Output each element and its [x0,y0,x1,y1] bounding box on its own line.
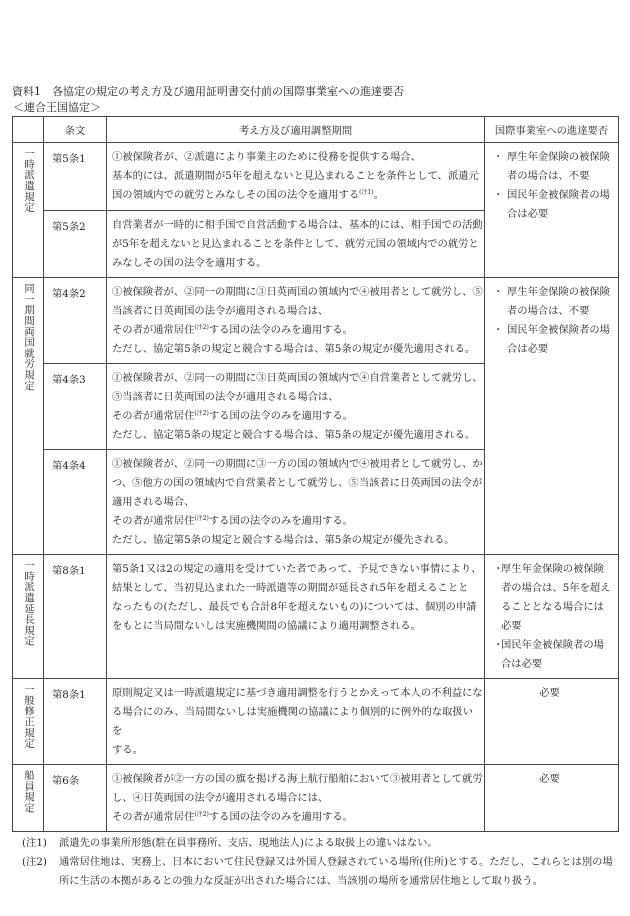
text-segment: ①被保険者が、②派遣により事業主のために役務を提供する場合、 [112,151,421,163]
text-segment: 自営業者が一時的に相手国で自営活動する場合は、基本的には、相手国での活動 [112,219,483,231]
text-segment: 第5条1又は2の規定の適用を受けていた者であって、予見できない事情により、 [112,563,482,575]
requirement-bullet [493,186,614,224]
bullet-icon: ・ [493,189,504,201]
bullet-icon: ・ [493,324,504,336]
requirement-text: 厚生年金保険の被保険者の場合は、不要 [507,286,610,317]
text-line [112,283,483,302]
header-approach: 考え方及び適用調整期間 [107,117,485,143]
text-segment: みなしその国の法令を適用する。 [112,257,267,269]
text-segment: 適用される場合、 [112,496,195,508]
category-cell [13,679,44,765]
article-cell: 第4条3 [44,364,107,450]
text-segment: ①被保険者が、②同一の期間に③日英両国の領域内で④被用者として就労し、⑤ [112,286,483,298]
requirement-cell [485,679,619,765]
footnote-text: 派遣先の事業所形態(駐在員事務所、支店、現地法人)による取扱上の違いはない。 [59,837,438,849]
text-segment: つ、⑤他方の国の領域内で自営業者として就労し、⑤当該者に日英両国の法令が [112,477,483,489]
requirement-text: 必要 [539,773,560,785]
requirement-text: 国民年金被保険者の場合は必要 [507,324,610,355]
article-cell: 第4条2 [44,278,107,364]
requirement-text: 国民年金被保険者の場合は必要 [507,189,610,220]
text-line [112,235,483,254]
document-subtitle: ＜連合王国協定＞ [13,101,101,114]
text-segment: 当該者に日英両国の法令が適用される場合は、 [112,305,329,317]
requirement-cell [485,143,619,278]
text-segment: その者が通常居住 [112,515,195,527]
requirement-text: 厚生年金保険の被保険者の場合は、不要 [507,151,610,182]
text-line [112,474,483,493]
text-line [112,560,483,579]
approach-cell [107,211,485,278]
requirement-bullet [493,636,614,674]
table-row [13,143,619,211]
article-cell: 第5条2 [44,211,107,278]
text-line [112,789,483,808]
header-category [13,117,44,143]
text-line [112,531,483,550]
bullet-icon: ・ [493,151,504,163]
text-line [112,167,483,186]
text-segment: 結果として、当初見込まれた一時派遣等の期間が延長され5年を超えることと [112,582,469,594]
text-segment: ただし、協定第5条の規定と競合する場合は、第5条の規定が優先適用される。 [112,429,476,441]
text-segment: 。 [373,189,384,201]
text-line [112,579,483,598]
table-row [13,555,619,679]
category-label: 一時派遣規定 [22,148,34,213]
text-line [112,321,483,340]
bullet-icon: ・ [493,563,504,575]
text-segment: し、④日英両国の法令が適用される場合には、 [112,792,329,804]
text-line [112,254,483,273]
requirement-bullet [493,560,614,636]
approach-cell [107,143,485,211]
bullet-icon: ・ [493,639,504,651]
text-line [112,340,483,359]
category-cell [13,765,44,832]
text-segment: する国の法令のみを適用する。 [208,324,354,336]
text-line [112,407,483,426]
requirement-cell [485,765,619,832]
category-label: 一般修正規定 [22,684,34,749]
approach-cell [107,765,485,832]
text-segment: する国の法令のみを適用する。 [208,811,354,823]
text-segment: が5年を超えないと見込まれることを条件として、就労元国の領域内での就労と [112,238,479,250]
note-ref: (注2) [194,811,209,818]
text-segment: する国の法令のみを適用する。 [208,410,354,422]
text-line [112,703,483,741]
text-line [112,512,483,531]
text-segment: なったもの(ただし、最長でも合計8年を超えないもの)については、個別の申請 [112,601,477,613]
footnote-key: (注2) [22,856,47,868]
requirement-text: 必要 [539,687,560,699]
requirement-bullet [493,321,614,359]
text-segment: 国の領域内での就労とみなしその国の法令を適用する [112,189,360,201]
text-line [112,598,483,617]
header-article: 条文 [44,117,107,143]
text-line [112,369,483,388]
article-cell: 第5条1 [44,143,107,211]
text-segment: ①被保険者が、②同一の期間に③一方の国の領域内で④被用者として就労し、か [112,458,483,470]
note-ref: (注2) [194,410,209,417]
text-segment: する国の法令のみを適用する。 [208,515,354,527]
requirement-text: 国民年金被保険者の場合は必要 [501,639,604,670]
approach-cell [107,555,485,679]
text-segment: その者が通常居住 [112,324,195,336]
footnote-key: (注1) [22,837,47,849]
note-ref: (注2) [194,515,209,522]
text-segment: をもとに当局間ないしは実施機関間の協議により適用調整される。 [112,620,421,632]
text-line [112,148,483,167]
note-ref: (注1) [359,189,374,196]
text-segment: その者が通常居住 [112,410,195,422]
document-title: 資料1 各協定の規定の考え方及び適用証明書交付前の国際事業室への進達要否 [12,85,404,98]
approach-cell [107,278,485,364]
footnote [12,834,618,853]
header-requirement: 国際事業室への進達要否 [485,117,619,143]
text-segment: 原則規定又は一時派遣規定に基づき適用調整を行うとかえって本人の不利益にな [112,687,483,699]
text-line [112,455,483,474]
article-cell: 第8条1 [44,555,107,679]
footnotes [12,834,618,891]
footnote-text: 通常居住地は、実務上、日本において住民登録又は外国人登録されている場所(住所)とする。ただし、これらとは別の場所に生活の本拠があるとの強力な反証が出された場合には、当該別の場所を通常居住地として取り扱う。 [59,856,613,887]
text-line [112,302,483,321]
requirement-bullet [493,283,614,321]
agreement-table [12,116,619,832]
article-cell: 第6条 [44,765,107,832]
text-line [112,770,483,789]
approach-cell [107,364,485,450]
bullet-icon: ・ [493,286,504,298]
category-label: 同一期間両国就労規定 [22,283,34,391]
footnote [12,853,618,891]
text-segment: その者が通常居住 [112,811,195,823]
category-cell [13,555,44,679]
approach-cell [107,679,485,765]
text-line [112,216,483,235]
table-row [13,765,619,832]
text-line [112,741,483,760]
text-segment: する。 [112,744,143,756]
article-cell: 第8条1 [44,679,107,765]
text-segment: 基本的には、派遣期間が5年を超えないと見込まれることを条件として、派遣元 [112,170,479,182]
text-segment: ①被保険者が②一方の国の旗を掲げる海上航行船舶において③被用者として就労 [112,773,483,785]
text-line [112,388,483,407]
text-line [112,617,483,636]
category-cell [13,278,44,555]
requirement-cell [485,278,619,555]
text-segment: ⑤当該者に日英両国の法令が適用される場合は、 [112,391,339,403]
requirement-bullet [493,148,614,186]
table-header-row [13,117,619,143]
text-segment: ①被保険者が、②同一の期間に③日英両国の領域内で④自営業者として就労し、 [112,372,483,384]
requirement-cell [485,555,619,679]
table-row [13,679,619,765]
text-segment: ただし、協定第5条の規定と競合する場合は、第5条の規定が優先される。 [112,534,455,546]
note-ref: (注2) [194,324,209,331]
text-segment: る場合にのみ、当局間ないしは実施機関の協議により個別的に例外的な取扱いを [112,706,474,737]
text-line [112,426,483,445]
table-row [13,278,619,364]
category-label: 船員規定 [22,770,34,814]
text-line [112,684,483,703]
approach-cell [107,450,485,555]
article-cell: 第4条4 [44,450,107,555]
text-line [112,186,483,205]
text-line [112,808,483,827]
text-segment: ただし、協定第5条の規定と競合する場合は、第5条の規定が優先適用される。 [112,343,476,355]
category-cell [13,143,44,278]
requirement-text: 厚生年金保険の被保険者の場合は、5年を超えることとなる場合には必要 [501,563,611,632]
text-line [112,493,483,512]
category-label: 一時派遣延長規定 [22,560,34,647]
